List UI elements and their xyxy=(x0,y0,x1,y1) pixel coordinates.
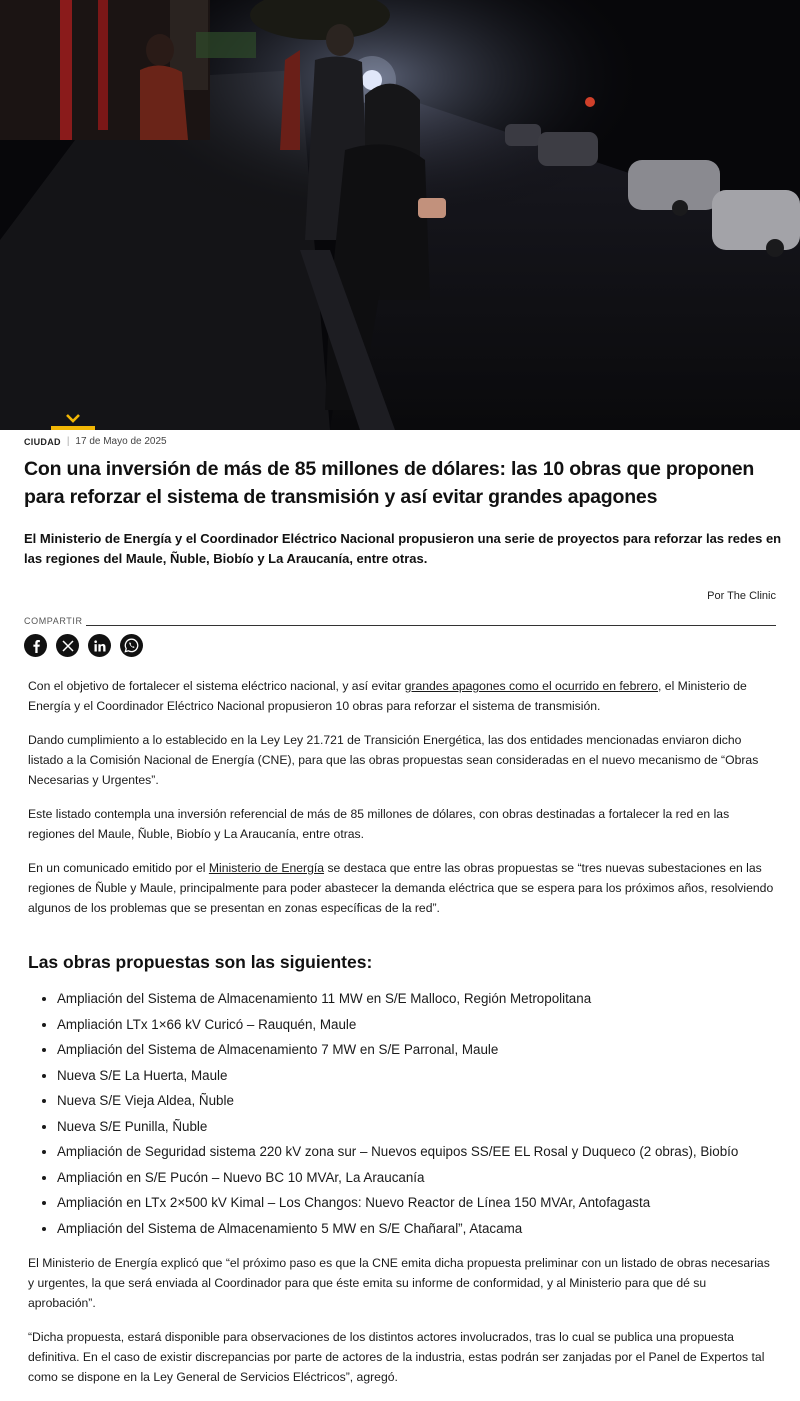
share-linkedin-button[interactable] xyxy=(88,634,111,657)
list-item: • Nueva S/E Punilla, Ñuble xyxy=(57,1114,776,1140)
list-item: • Ampliación del Sistema de Almacenamiento 7 MW en S/E Parronal, Maule xyxy=(57,1037,776,1063)
article-body xyxy=(28,676,776,1401)
list-item: • Ampliación en S/E Pucón – Nuevo BC 10 MVAr, La Araucanía xyxy=(57,1165,776,1191)
list-item: • Nueva S/E La Huerta, Maule xyxy=(57,1063,776,1089)
list-item: • Ampliación LTx 1×66 kV Curicó – Rauquén, Maule xyxy=(57,1012,776,1038)
share-buttons xyxy=(24,634,143,657)
list-item: • Nueva S/E Vieja Aldea, Ñuble xyxy=(57,1088,776,1114)
meta-separator: | xyxy=(66,436,70,447)
body-paragraph: Dando cumplimiento a lo establecido en la Ley Ley 21.721 de Transición Energética, las dos entidades mencionadas enviaron dicho listado a la Comisión Nacional de Energía (CNE), para que las obras propuestas sean consideradas en el nuevo mecanismo de “Obras Necesarias y Urgentes”. xyxy=(28,733,759,787)
article-lead: El Ministerio de Energía y el Coordinador Eléctrico Nacional propusieron una serie de proyectos para reforzar las redes en las regiones del Maule, Ñuble, Biobío y La Araucanía, entre otras. xyxy=(24,531,782,566)
body-text: se destaca que entre las obras propuestas se “tres nuevas subestaciones en las regiones de Ñuble y Maule, principalmente para poder abastecer la demanda eléctrica que se espera para los próximos años, resolviendo algunos de los problemas que se presentan en zonas específicas de la red”. xyxy=(28,861,774,915)
chevron-down-icon xyxy=(65,413,81,424)
link-apagones-febrero[interactable]: grandes apagones como el ocurrido en febrero xyxy=(404,679,659,693)
x-icon xyxy=(62,640,74,652)
category-link[interactable]: CIUDAD xyxy=(24,436,61,447)
body-text: Con el objetivo de fortalecer el sistema eléctrico nacional, y así evitar xyxy=(28,679,405,693)
list-item: • Ampliación del Sistema de Almacenamiento 5 MW en S/E Chañaral”, Atacama xyxy=(57,1216,776,1242)
body-text: , el Ministerio de Energía y el Coordinador Eléctrico Nacional propusieron 10 obras para reforzar el sistema de transmisión. xyxy=(28,679,747,713)
article-byline: Por The Clinic xyxy=(707,590,776,602)
whatsapp-icon xyxy=(124,638,139,653)
publish-date: 17 de Mayo de 2025 xyxy=(75,436,167,447)
body-text: En un comunicado emitido por el xyxy=(28,861,209,875)
body-paragraph: El Ministerio de Energía explicó que “el próximo paso es que la CNE emita dicha propuesta preliminar con un listado de obras necesarias y urgentes, la que será enviada al Coordinador para que éste emita su informe de conformidad, y al Ministerio para que dé su aprobación”. xyxy=(28,1256,770,1310)
list-item: • Ampliación de Seguridad sistema 220 kV zona sur – Nuevos equipos SS/EE EL Rosal y Duqueco (2 obras), Biobío xyxy=(57,1139,776,1165)
list-item: • Ampliación del Sistema de Almacenamiento 11 MW en S/E Malloco, Región Metropolitana xyxy=(57,986,776,1012)
body-paragraph xyxy=(28,858,776,918)
works-list xyxy=(28,986,776,1241)
article-meta xyxy=(24,436,167,447)
share-label: COMPARTIR xyxy=(24,616,83,626)
link-ministerio-energia[interactable]: Ministerio de Energía xyxy=(208,861,325,875)
share-facebook-button[interactable] xyxy=(24,634,47,657)
night-street-photo xyxy=(0,0,800,430)
linkedin-icon xyxy=(94,640,106,652)
body-paragraph xyxy=(28,676,776,716)
facebook-icon xyxy=(30,639,42,653)
body-paragraph: “Dicha propuesta, estará disponible para observaciones de los distintos actores involucrados, tras lo cual se publica una propuesta definitiva. En el caso de existir discrepancias por parte de actores de la industria, estas podrán ser zanjadas por el Panel de Expertos tal como se dispone en la Ley General de Servicios Eléctricos”, agregó. xyxy=(28,1330,765,1384)
article-title: Con una inversión de más de 85 millones de dólares: las 10 obras que proponen para reforzar el sistema de transmisión y así evitar grandes apagones xyxy=(24,458,755,508)
share-x-button[interactable] xyxy=(56,634,79,657)
hero-image xyxy=(0,0,800,430)
accent-bar xyxy=(51,426,95,430)
share-whatsapp-button[interactable] xyxy=(120,634,143,657)
share-divider xyxy=(86,625,776,626)
list-item: • Ampliación en LTx 2×500 kV Kimal – Los Changos: Nuevo Reactor de Línea 150 MVAr, Antofagasta xyxy=(57,1190,776,1216)
section-heading: Las obras propuestas son las siguientes: xyxy=(28,952,373,972)
scroll-down-tab[interactable] xyxy=(51,411,95,430)
body-paragraph: Este listado contempla una inversión referencial de más de 85 millones de dólares, con obras destinadas a fortalecer la red en las regiones del Maule, Ñuble, Biobío y La Araucanía, entre otras. xyxy=(28,807,730,841)
